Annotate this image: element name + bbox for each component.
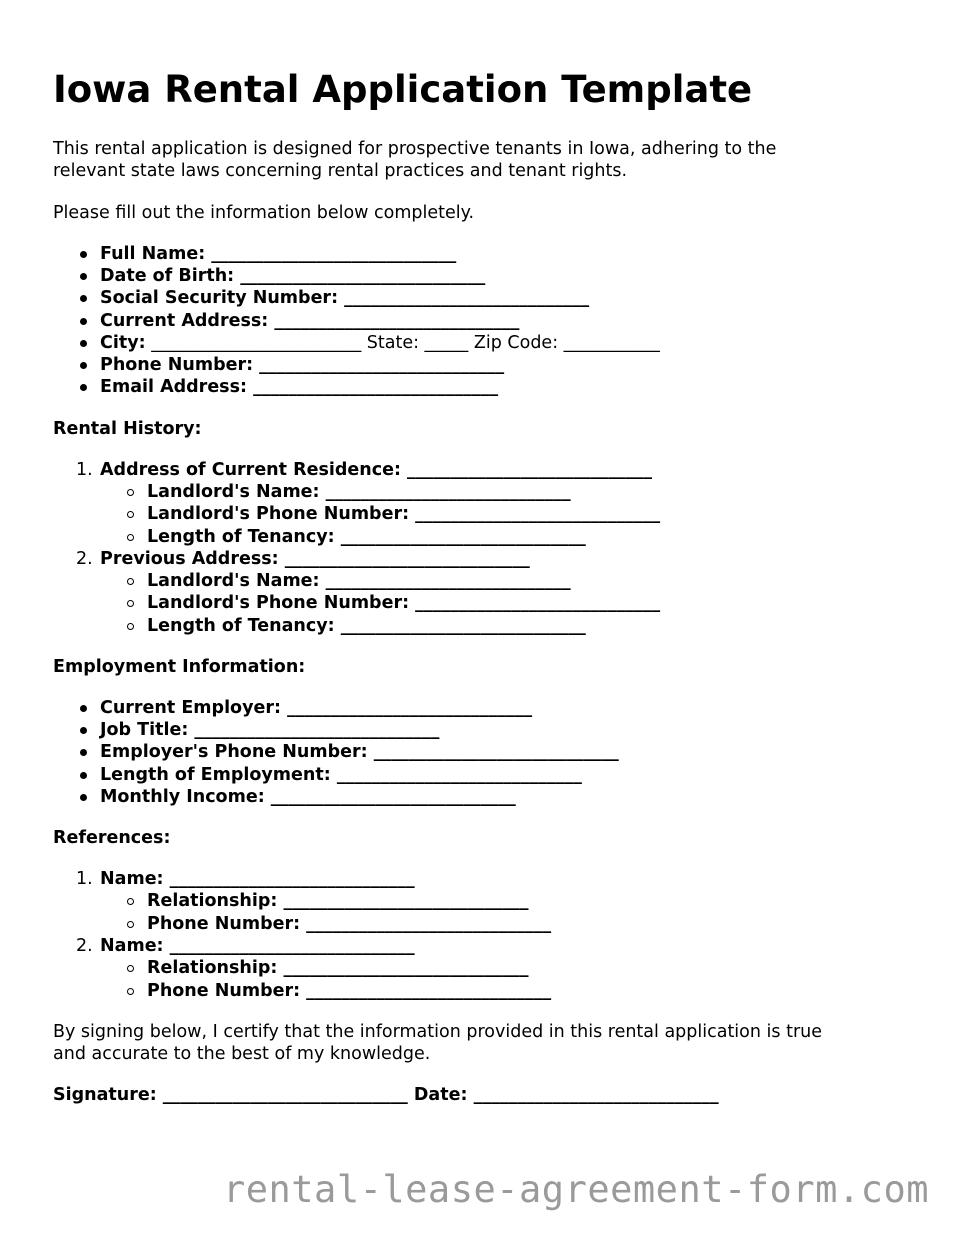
list-item-employer (100, 697, 532, 719)
phone-number-field[interactable]: Phone Number: ____________________________ (100, 355, 505, 375)
list-item-email (100, 376, 498, 398)
list-subitem (147, 526, 586, 548)
list-item-job-title (100, 719, 439, 741)
list-number: 2. (76, 936, 93, 956)
list-item-employer-phone (100, 741, 619, 763)
watermark-text: rental-lease-agreement-form.com (222, 1168, 929, 1211)
previous-tenancy-length-field[interactable]: Length of Tenancy: ____________________________ (147, 616, 586, 636)
certification-line-1: By signing below, I certify that the information provided in this rental application is true (53, 1022, 822, 1042)
circle-marker (127, 600, 134, 607)
list-item-reference-2 (76, 935, 415, 957)
list-subitem (147, 570, 571, 592)
list-item-ssn (100, 287, 589, 309)
circle-marker (127, 578, 134, 585)
current-residence-address-field[interactable]: Address of Current Residence: ____________________________ (100, 460, 653, 480)
bullet-marker (80, 727, 87, 734)
date-of-birth-field[interactable]: Date of Birth: ____________________________ (100, 266, 486, 286)
list-number: 1. (76, 869, 93, 889)
list-subitem (147, 481, 571, 503)
circle-marker (127, 965, 134, 972)
signature-field[interactable]: Signature: ____________________________ (53, 1085, 408, 1105)
bullet-marker (80, 362, 87, 369)
list-subitem (147, 890, 529, 912)
monthly-income-field[interactable]: Monthly Income: ____________________________ (100, 787, 516, 807)
employment-length-field[interactable]: Length of Employment: ____________________________ (100, 765, 582, 785)
city-field[interactable]: ________________________ (151, 333, 362, 353)
list-item-current-address (100, 310, 519, 332)
bullet-marker (80, 340, 87, 347)
current-landlord-name-field[interactable]: Landlord's Name: ____________________________ (147, 482, 571, 502)
list-item-current-residence (76, 459, 653, 481)
rental-history-heading: Rental History: (53, 419, 202, 439)
references-heading: References: (53, 828, 171, 848)
reference-1-phone-field[interactable]: Phone Number: ____________________________ (147, 914, 552, 934)
full-name-field[interactable]: Full Name: ____________________________ (100, 244, 457, 264)
circle-marker (127, 623, 134, 630)
bullet-marker (80, 705, 87, 712)
instruction-text: Please fill out the information below completely. (53, 203, 475, 223)
list-item-reference-1 (76, 868, 415, 890)
ssn-field[interactable]: Social Security Number: ____________________________ (100, 288, 590, 308)
reference-2-name-field[interactable]: Name: ____________________________ (100, 936, 415, 956)
page-title: Iowa Rental Application Template (53, 68, 753, 111)
city-label: City: (100, 333, 146, 353)
signature-row (53, 1084, 719, 1106)
bullet-marker (80, 772, 87, 779)
circle-marker (127, 534, 134, 541)
previous-landlord-phone-field[interactable]: Landlord's Phone Number: ____________________________ (147, 593, 661, 613)
current-employer-field[interactable]: Current Employer: ____________________________ (100, 698, 533, 718)
list-item-full-name (100, 243, 456, 265)
date-field[interactable]: Date: ____________________________ (413, 1085, 719, 1105)
bullet-marker (80, 794, 87, 801)
list-number: 1. (76, 460, 93, 480)
circle-marker (127, 988, 134, 995)
employment-heading: Employment Information: (53, 657, 306, 677)
previous-landlord-name-field[interactable]: Landlord's Name: ____________________________ (147, 571, 571, 591)
bullet-marker (80, 318, 87, 325)
bullet-marker (80, 384, 87, 391)
intro-line-2: relevant state laws concerning rental practices and tenant rights. (53, 161, 628, 181)
bullet-marker (80, 251, 87, 258)
circle-marker (127, 511, 134, 518)
reference-2-phone-field[interactable]: Phone Number: ____________________________ (147, 981, 552, 1001)
list-subitem (147, 503, 660, 525)
circle-marker (127, 921, 134, 928)
reference-1-relationship-field[interactable]: Relationship: ____________________________ (147, 891, 529, 911)
email-address-field[interactable]: Email Address: ____________________________ (100, 377, 499, 397)
reference-2-relationship-field[interactable]: Relationship: ____________________________ (147, 958, 529, 978)
list-subitem (147, 957, 529, 979)
list-subitem (147, 913, 551, 935)
list-number: 2. (76, 549, 93, 569)
list-item-phone (100, 354, 504, 376)
bullet-marker (80, 749, 87, 756)
current-landlord-phone-field[interactable]: Landlord's Phone Number: ____________________________ (147, 504, 661, 524)
previous-address-field[interactable]: Previous Address: ____________________________ (100, 549, 530, 569)
list-item-city (100, 332, 660, 354)
circle-marker (127, 898, 134, 905)
list-item-monthly-income (100, 786, 516, 808)
state-zip-field[interactable]: State: _____ Zip Code: ___________ (366, 333, 660, 353)
list-item-employment-length (100, 764, 582, 786)
list-subitem (147, 980, 551, 1002)
certification-line-2: and accurate to the best of my knowledge. (53, 1044, 431, 1064)
bullet-marker (80, 273, 87, 280)
list-subitem (147, 592, 660, 614)
list-item-dob (100, 265, 485, 287)
list-subitem (147, 615, 586, 637)
job-title-field[interactable]: Job Title: ____________________________ (100, 720, 440, 740)
circle-marker (127, 489, 134, 496)
employer-phone-field[interactable]: Employer's Phone Number: ____________________________ (100, 742, 619, 762)
list-item-previous-address (76, 548, 530, 570)
bullet-marker (80, 295, 87, 302)
intro-line-1: This rental application is designed for prospective tenants in Iowa, adhering to the (53, 139, 777, 159)
current-tenancy-length-field[interactable]: Length of Tenancy: ____________________________ (147, 527, 586, 547)
reference-1-name-field[interactable]: Name: ____________________________ (100, 869, 415, 889)
current-address-field[interactable]: Current Address: ____________________________ (100, 311, 520, 331)
